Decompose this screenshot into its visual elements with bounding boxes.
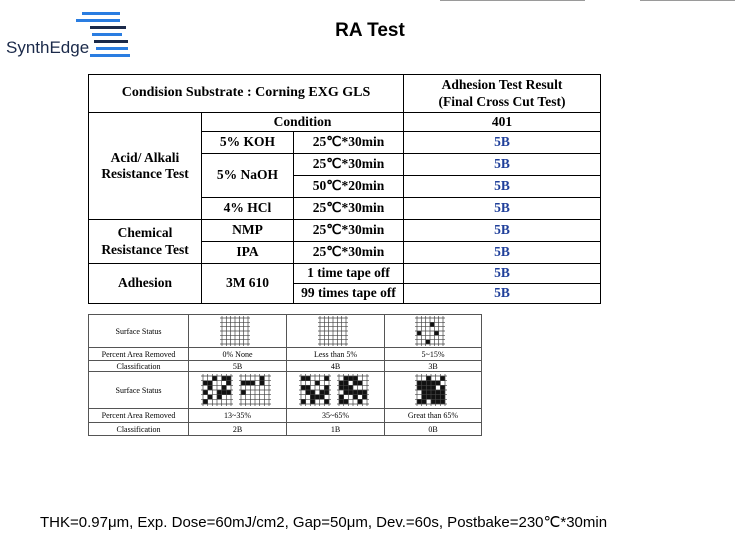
substrate-header: Condision Substrate : Corning EXG GLS — [89, 75, 404, 113]
percent-cell: 35~65% — [287, 409, 385, 423]
condition-cell: 25℃*30min — [294, 242, 404, 264]
surface-status-row — [89, 372, 482, 409]
crosscut-grid-icon — [316, 316, 356, 346]
table-row — [89, 220, 601, 242]
agent-cell: 3M 610 — [202, 264, 294, 304]
crosscut-5b-image — [189, 315, 287, 348]
class-row — [89, 361, 482, 372]
class-cell: 1B — [287, 423, 385, 436]
crosscut-3b-image — [385, 315, 482, 348]
class-cell: 2B — [189, 423, 287, 436]
result-cell: 5B — [404, 242, 601, 264]
result-cell: 5B — [404, 132, 601, 154]
table-header-row — [89, 75, 601, 113]
percent-label: Percent Area Removed — [89, 348, 189, 361]
result-cell: 5B — [404, 176, 601, 198]
crosscut-4b-image — [287, 315, 385, 348]
group-acid-alkali — [89, 113, 202, 220]
crosscut-grid-icon — [199, 374, 277, 406]
percent-cell: Less than 5% — [287, 348, 385, 361]
condition-label: Condition — [202, 113, 404, 132]
percent-cell: 5~15% — [385, 348, 482, 361]
class-cell: 5B — [189, 361, 287, 372]
agent-cell: 4% HCl — [202, 198, 294, 220]
agent-cell: 5% KOH — [202, 132, 294, 154]
percent-row — [89, 409, 482, 423]
group-adhesion: Adhesion — [89, 264, 202, 304]
group-chemical-line2: Resistance Test — [101, 241, 189, 257]
condition-cell: 1 time tape off — [294, 264, 404, 284]
result-cell: 5B — [404, 220, 601, 242]
process-conditions: THK=0.97μm, Exp. Dose=60mJ/cm2, Gap=50μm, Dev.=60s, Postbake=230℃*30min — [40, 514, 608, 531]
percent-row — [89, 348, 482, 361]
result-cell: 5B — [404, 198, 601, 220]
percent-cell: Great than 65% — [385, 409, 482, 423]
surface-status-label: Surface Status — [89, 372, 189, 409]
group-chemical-line1: Chemical — [117, 225, 173, 241]
top-rule-1 — [440, 0, 585, 1]
table-row — [89, 264, 601, 284]
condition-cell: 25℃*30min — [294, 220, 404, 242]
agent-cell: 5% NaOH — [202, 154, 294, 198]
class-cell: 0B — [385, 423, 482, 436]
table-row — [89, 113, 601, 132]
agent-cell: NMP — [202, 220, 294, 242]
group-acid-alkali-line1: Acid/ Alkali — [110, 149, 180, 165]
page-title: RA Test — [335, 20, 405, 41]
crosscut-0b-image — [385, 372, 482, 409]
result-header-line1: Adhesion Test Result — [441, 77, 563, 93]
result-cell: 5B — [404, 264, 601, 284]
surface-status-row — [89, 315, 482, 348]
condition-cell: 99 times tape off — [294, 284, 404, 304]
result-header — [404, 75, 601, 113]
group-acid-alkali-line2: Resistance Test — [101, 166, 189, 181]
crosscut-grid-icon — [218, 316, 258, 346]
class-label: Classification — [89, 361, 189, 372]
crosscut-grid-icon — [297, 374, 375, 406]
class-label: Classification — [89, 423, 189, 436]
ra-test-table — [88, 74, 601, 304]
condition-cell: 25℃*30min — [294, 132, 404, 154]
result-cell: 5B — [404, 284, 601, 304]
group-chemical — [89, 220, 202, 264]
percent-cell: 13~35% — [189, 409, 287, 423]
surface-status-label: Surface Status — [89, 315, 189, 348]
top-rule-2 — [640, 0, 735, 1]
crosscut-grid-icon — [413, 316, 453, 346]
condition-value: 401 — [404, 113, 601, 132]
crosscut-1b-image — [287, 372, 385, 409]
agent-cell: IPA — [202, 242, 294, 264]
condition-cell: 50℃*20min — [294, 176, 404, 198]
class-cell: 3B — [385, 361, 482, 372]
result-cell: 5B — [404, 154, 601, 176]
crosscut-grid-icon — [413, 374, 453, 406]
percent-label: Percent Area Removed — [89, 409, 189, 423]
result-header-line2: (Final Cross Cut Test) — [438, 93, 566, 109]
condition-cell: 25℃*30min — [294, 154, 404, 176]
percent-cell: 0% None — [189, 348, 287, 361]
crosscut-2b-image — [189, 372, 287, 409]
class-cell: 4B — [287, 361, 385, 372]
brand-name: SynthEdge — [6, 38, 90, 57]
classification-table — [88, 314, 482, 436]
class-row — [89, 423, 482, 436]
condition-cell: 25℃*30min — [294, 198, 404, 220]
